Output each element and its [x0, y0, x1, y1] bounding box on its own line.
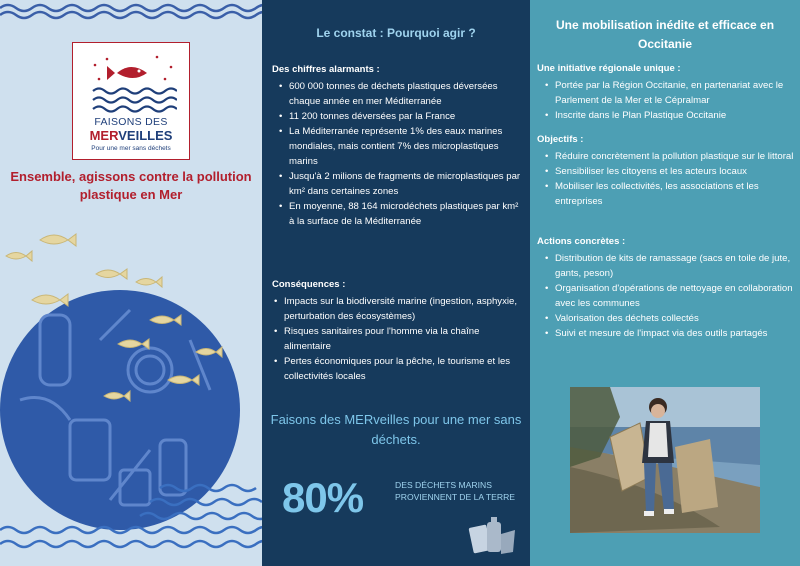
plastic-waste-illustration — [0, 220, 262, 566]
list-item: • Réduire concrètement la pollution plastique sur le littoral — [543, 149, 795, 164]
stat-text: DES DÉCHETS MARINS PROVIENNENT DE LA TERRE — [395, 480, 516, 502]
actions-list — [537, 251, 795, 341]
list-item: • Jusqu'à 2 milions de fragments de microplastiques par km² dans certaines zones — [277, 169, 524, 199]
figures-heading: Des chiffres alarmants : — [272, 64, 380, 75]
list-item: • 600 000 tonnes de déchets plastiques déversées chaque année en mer Méditerranée — [277, 79, 524, 109]
plastic-waste-icon — [467, 512, 519, 556]
list-item: • Valorisation des déchets collectés — [543, 311, 795, 326]
middle-panel — [262, 0, 530, 566]
list-item: • Inscrite dans le Plan Plastique Occitanie — [543, 108, 795, 123]
objectives-section — [537, 134, 795, 209]
initiative-heading: Une initiative régionale unique : — [537, 63, 681, 74]
left-tagline: Ensemble, agissons contre la pollution plastique en Mer — [10, 169, 252, 202]
middle-title: Le constat : Pourquoi agir ? — [316, 26, 476, 40]
list-item: • Pertes économiques pour la pêche, le tourisme et les collectivités locales — [272, 354, 524, 384]
logo-line1: FAISONS DES — [94, 116, 168, 128]
objectives-heading: Objectifs : — [537, 134, 584, 145]
list-item: • En moyenne, 88 164 microdéchets plastiques par km² à la surface de la Méditerranée — [277, 199, 524, 229]
list-item: • Sensibiliser les citoyens et les acteurs locaux — [543, 164, 795, 179]
consequences-heading: Conséquences : — [272, 279, 346, 290]
slogan: Faisons des MERveilles pour une mer sans déchets. — [270, 412, 522, 447]
list-item: • La Méditerranée représente 1% des eaux marines mondiales, mais contient 7% des microplastiques marins — [277, 124, 524, 169]
logo-line2-rest: VEILLES — [118, 128, 173, 143]
logo-line2 — [73, 128, 189, 143]
photo-beach-cleanup — [570, 387, 760, 533]
actions-section — [537, 236, 795, 341]
right-title: Une mobilisation inédite et efficace en Occitanie — [555, 18, 775, 51]
logo — [72, 42, 190, 160]
fish-icon — [87, 53, 177, 113]
objectives-list — [537, 149, 795, 209]
list-item: • Risques sanitaires pour l'homme via la chaîne alimentaire — [272, 324, 524, 354]
initiative-list — [537, 78, 795, 123]
list-item: • Portée par la Région Occitanie, en partenariat avec le Parlement de la Mer et le Cépralmar — [543, 78, 795, 108]
logo-tagline: Pour une mer sans déchets — [91, 145, 171, 152]
list-item: • 11 200 tonnes déversées par la France — [277, 109, 524, 124]
stat-value: 80% — [282, 474, 364, 521]
list-item: • Distribution de kits de ramassage (sacs en toile de jute, gants, peson) — [543, 251, 795, 281]
initiative-section — [537, 63, 795, 123]
consequences-section — [272, 279, 524, 384]
list-item: • Suivi et mesure de l'impact via des outils partagés — [543, 326, 795, 341]
left-panel — [0, 0, 262, 566]
actions-heading: Actions concrètes : — [537, 236, 626, 247]
list-item: • Organisation d'opérations de nettoyage en collaboration avec les communes — [543, 281, 795, 311]
figures-list — [272, 79, 524, 229]
logo-line2-red: MER — [89, 128, 119, 143]
consequences-list — [272, 294, 524, 384]
list-item: • Impacts sur la biodiversité marine (ingestion, asphyxie, perturbation des écosystèmes) — [272, 294, 524, 324]
right-panel — [530, 0, 800, 566]
wave-decoration-top — [0, 0, 262, 20]
figures-section — [272, 64, 524, 229]
list-item: • Mobiliser les collectivités, les associations et les entreprises — [543, 179, 795, 209]
